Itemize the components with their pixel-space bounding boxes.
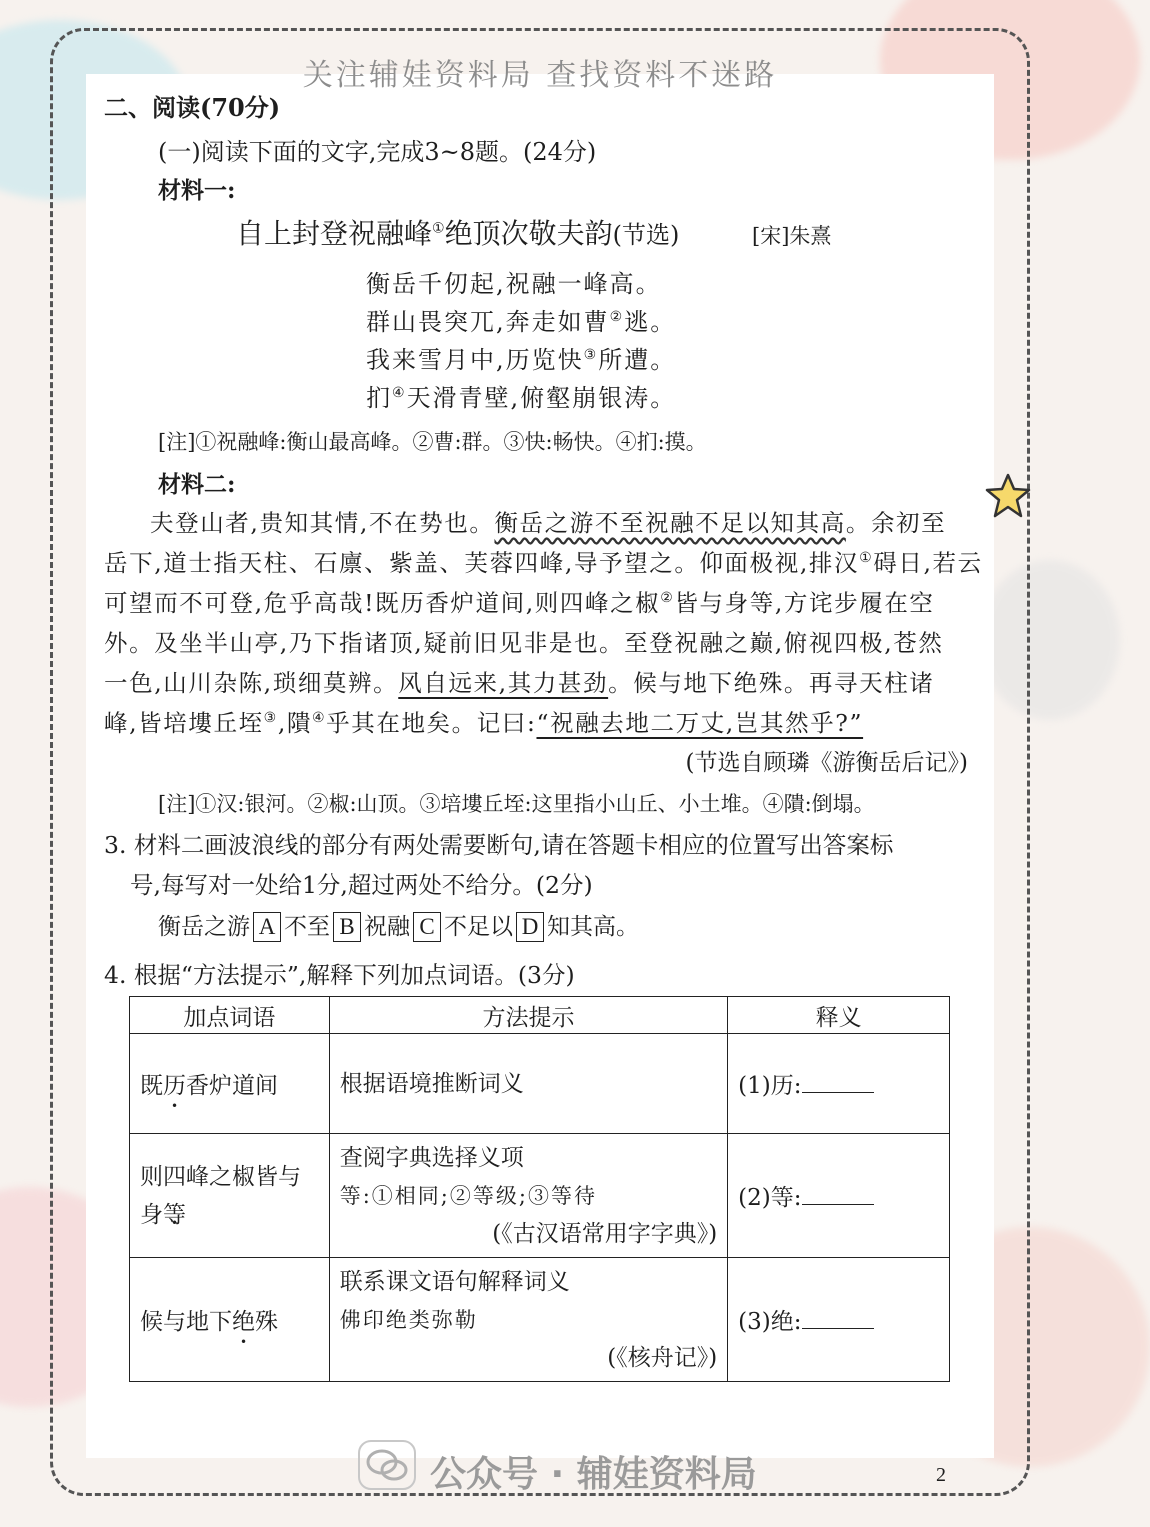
prose-line-4: 外。及坐半山亭,乃下指诸顶,疑前旧见非是也。至登祝融之巅,俯视四极,苍然: [104, 629, 944, 657]
table-row: [130, 1034, 950, 1134]
material-two-label: 材料二:: [158, 471, 236, 498]
prose-line-6: 峰,皆培塿丘垤③,隤④乎其在地矣。记曰:“祝融去地二万丈,岂其然乎?”: [104, 709, 864, 737]
row1-answer[interactable]: (1)历:: [728, 1034, 950, 1134]
wechat-icon: [358, 1440, 416, 1490]
vocab-table: [129, 996, 950, 1382]
top-banner: 关注辅娃资料局 查找资料不迷路: [302, 58, 778, 93]
question-4-title: 4. 根据“方法提示”,解释下列加点词语。(3分): [104, 961, 575, 989]
prose-line-5: 一色,山川杂陈,琐细莫辨。风自远来,其力甚劲。候与地下绝殊。再寻天柱诸: [104, 669, 935, 697]
source-citation: (节选自顾璘《游衡岳后记》): [685, 750, 968, 776]
row1-word: 既历香炉道间: [130, 1034, 330, 1134]
prose-line-3: 可望而不可登,危乎高哉!既历香炉道间,则四峰之椒②皆与身等,方诧步履在空: [104, 589, 935, 617]
row3-answer[interactable]: (3)绝:: [728, 1258, 950, 1382]
prose-line-1: 夫登山者,贵知其情,不在势也。衡岳之游不至祝融不足以知其高。余初至: [150, 509, 947, 537]
prose-line-2: 岳下,道士指天柱、石廪、紫盖、芙蓉四峰,导予望之。仰面极视,排汉①碍日,若云: [104, 549, 983, 577]
question-3-line-1: 3. 材料二画波浪线的部分有两处需要断句,请在答题卡相应的位置写出答案标: [104, 831, 894, 859]
row1-method: 根据语境推断词义: [329, 1034, 727, 1134]
material-one-label: 材料一:: [158, 177, 236, 204]
row3-word: 候与地下绝殊: [130, 1258, 330, 1382]
col-header-meaning: 释义: [728, 997, 950, 1034]
material-one-note: [注]①祝融峰:衡山最高峰。②曹:群。③快:畅快。④扪:摸。: [158, 430, 707, 454]
row2-method: 查阅字典选择义项 等:①相同;②等级;③等待 (《古汉语常用字字典》): [329, 1134, 727, 1258]
poem-author: [宋]朱熹: [752, 224, 832, 248]
poem-title: 自上封登祝融峰①绝顶次敬夫韵(节选): [236, 217, 680, 250]
col-header-word: 加点词语: [130, 997, 330, 1034]
poem-line-2: 群山畏突兀,奔走如曹②逃。: [366, 308, 677, 336]
table-header-row: [130, 997, 950, 1034]
col-header-method: 方法提示: [329, 997, 727, 1034]
answer-box-a[interactable]: A: [253, 912, 281, 942]
row3-method: 联系课文语句解释词义 佛印绝类弥勒 (《核舟记》): [329, 1258, 727, 1382]
star-icon: [984, 472, 1032, 520]
question-3-sentence: 衡岳之游 A 不至 B 祝融 C 不足以 D 知其高。: [158, 914, 639, 940]
poem-line-3: 我来雪月中,历览快③所遭。: [366, 346, 677, 374]
watermark-account: 公众号 · 辅娃资料局: [430, 1454, 757, 1495]
answer-box-d[interactable]: D: [516, 912, 544, 942]
row2-word: 则四峰之椒皆与 身等: [130, 1134, 330, 1258]
table-row: [130, 1134, 950, 1258]
row2-answer[interactable]: (2)等:: [728, 1134, 950, 1258]
answer-box-b[interactable]: B: [333, 912, 361, 942]
page-number: 2: [936, 1464, 946, 1486]
material-two-note: [注]①汉:银河。②椒:山顶。③培塿丘垤:这里指小山丘、小土堆。④隤:倒塌。: [158, 792, 875, 816]
table-row: [130, 1258, 950, 1382]
section-heading: 二、阅读(70分): [104, 93, 281, 122]
question-3-line-2: 号,每写对一处给1分,超过两处不给分。(2分): [130, 871, 593, 899]
poem-line-4: 扪④天滑青壁,俯壑崩银涛。: [366, 384, 677, 412]
poem-line-1: 衡岳千仞起,祝融一峰高。: [366, 270, 662, 298]
answer-box-c[interactable]: C: [413, 912, 441, 942]
part-intro: (一)阅读下面的文字,完成3~8题。(24分): [158, 138, 597, 166]
moon-icon: [1006, 600, 1066, 700]
